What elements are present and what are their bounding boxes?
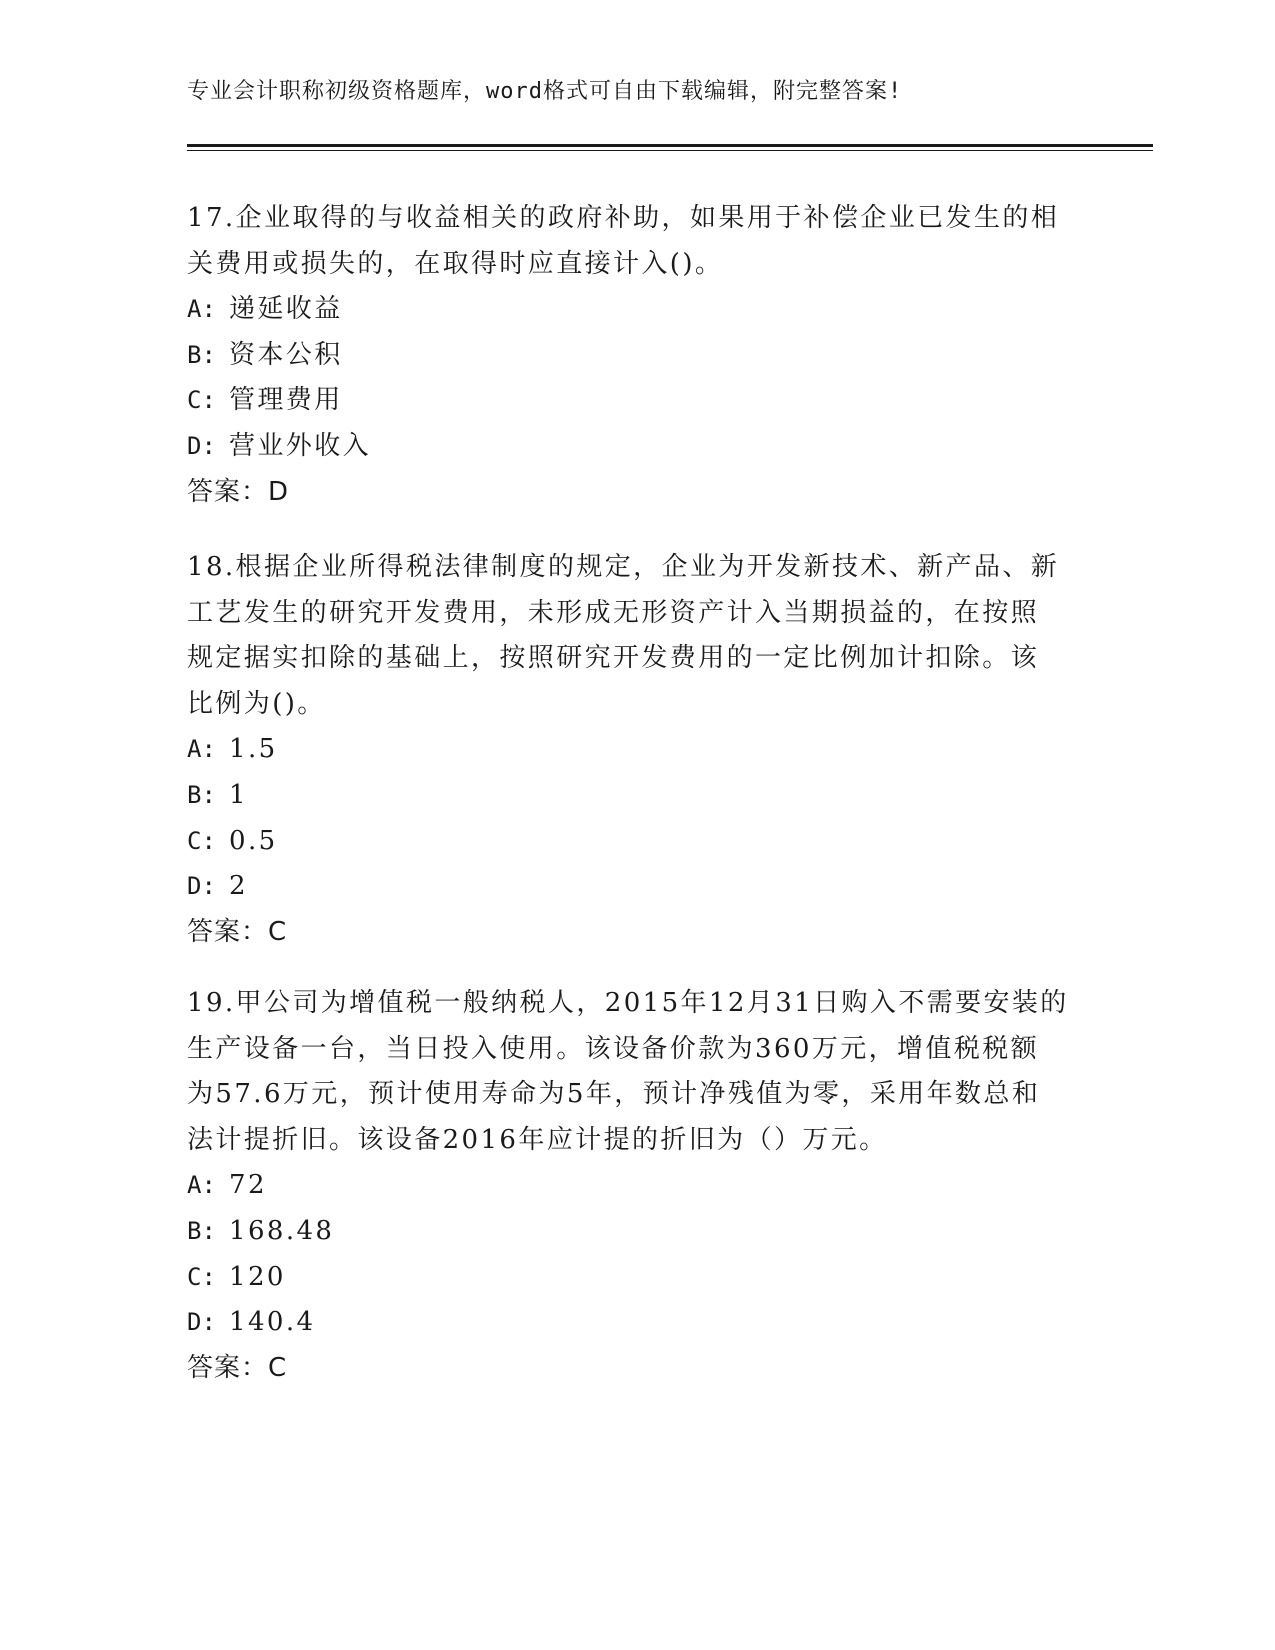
- option-text: 递延收益: [229, 294, 343, 325]
- question-stem-line: 18.根据企业所得税法律制度的规定，企业为开发新技术、新产品、新: [187, 552, 1060, 582]
- option-text: 1.5: [229, 734, 278, 765]
- option-a: [187, 727, 1087, 773]
- option-b: [187, 1209, 1087, 1255]
- option-list: [187, 727, 1087, 909]
- option-letter: B:: [187, 1216, 216, 1245]
- question-19: [187, 981, 1087, 1391]
- question-stem-line: 生产设备一台，当日投入使用。该设备价款为360万元，增值税税额: [187, 1033, 1040, 1064]
- option-list: [187, 1163, 1087, 1345]
- option-letter: C:: [187, 1262, 216, 1291]
- option-letter: D:: [187, 431, 216, 460]
- option-text: 2: [229, 871, 248, 902]
- page-header-text: 专业会计职称初级资格题库，word格式可自由下载编辑，附完整答案!: [187, 79, 903, 104]
- option-letter: B:: [187, 780, 216, 809]
- option-text: 资本公积: [229, 339, 343, 370]
- option-letter: A:: [187, 295, 216, 324]
- question-stem-line: 法计提折旧。该设备2016年应计提的折旧为（）万元。: [187, 1124, 888, 1155]
- option-d: [187, 424, 1087, 470]
- option-d: [187, 1300, 1087, 1346]
- question-stem-line: 比例为()。: [187, 688, 326, 719]
- option-letter: C:: [187, 826, 216, 855]
- header-divider-thin: [187, 150, 1153, 151]
- option-text: 1: [229, 779, 248, 810]
- option-c: [187, 1255, 1087, 1301]
- option-text: 140.4: [229, 1307, 316, 1338]
- option-list: [187, 287, 1087, 469]
- option-b: [187, 773, 1087, 819]
- option-letter: D:: [187, 1308, 216, 1337]
- option-a: [187, 287, 1087, 333]
- question-17: [187, 196, 1087, 515]
- option-b: [187, 333, 1087, 379]
- option-a: [187, 1163, 1087, 1209]
- option-text: 168.48: [229, 1215, 335, 1246]
- option-letter: B:: [187, 340, 216, 369]
- option-text: 120: [229, 1261, 286, 1292]
- option-c: [187, 378, 1087, 424]
- question-stem: [187, 981, 1087, 1163]
- option-letter: A:: [187, 735, 216, 764]
- question-stem-line: 为57.6万元，预计使用寿命为5年，预计净残值为零，采用年数总和: [187, 1079, 1041, 1110]
- answer-line: 答案：C: [187, 1352, 288, 1383]
- question-stem: [187, 196, 1087, 287]
- question-stem-line: 规定据实扣除的基础上，按照研究开发费用的一定比例加计扣除。该: [187, 643, 1040, 674]
- answer-line: 答案：D: [187, 476, 290, 507]
- option-letter: A:: [187, 1171, 216, 1200]
- answer-line: 答案：C: [187, 916, 288, 947]
- question-stem-line: 工艺发生的研究开发费用，未形成无形资产计入当期损益的，在按照: [187, 597, 1040, 628]
- question-stem-line: 17.企业取得的与收益相关的政府补助，如果用于补偿企业已发生的相: [187, 203, 1060, 233]
- header-divider-thick: [187, 144, 1153, 147]
- option-c: [187, 819, 1087, 865]
- question-stem-line: 19.甲公司为增值税一般纳税人，2015年12月31日购入不需要安装的: [187, 988, 1069, 1018]
- option-letter: D:: [187, 872, 216, 901]
- question-18: [187, 545, 1087, 955]
- option-text: 管理费用: [229, 385, 343, 416]
- option-text: 72: [229, 1170, 267, 1201]
- option-letter: C:: [187, 386, 216, 415]
- option-text: 0.5: [229, 825, 278, 856]
- option-text: 营业外收入: [229, 430, 372, 461]
- option-d: [187, 864, 1087, 910]
- question-stem: [187, 545, 1087, 727]
- question-stem-line: 关费用或损失的，在取得时应直接计入()。: [187, 248, 724, 279]
